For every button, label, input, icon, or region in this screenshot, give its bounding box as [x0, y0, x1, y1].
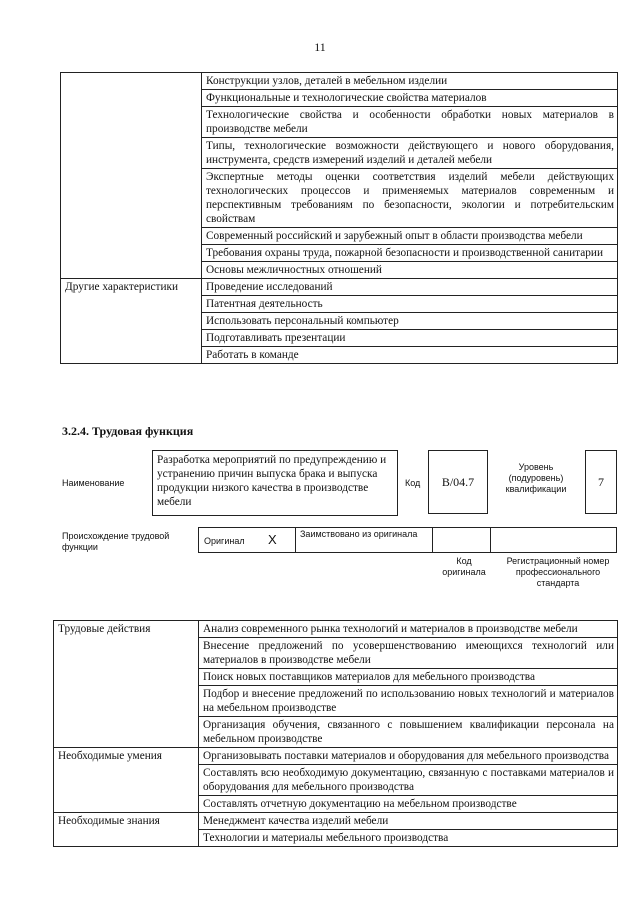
table-cell: Патентная деятельность [202, 296, 618, 313]
original-mark: X [268, 532, 277, 547]
original-label: Оригинал [204, 536, 245, 546]
page-number: 11 [314, 40, 326, 54]
function-details-table [53, 620, 618, 847]
table-cell: Функциональные и технологические свойства материалов [202, 90, 618, 107]
table-cell: Требования охраны труда, пожарной безопасности и производственной санитарии [202, 245, 618, 262]
table-cell: Поиск новых поставщиков материалов для мебельного производства [199, 669, 618, 686]
code-label: Код [405, 478, 421, 488]
reg-number-caption: Регистрационный номер профессионального стандарта [506, 556, 610, 588]
table-cell: Конструкции узлов, деталей в мебельном изделии [202, 73, 618, 90]
name-label: Наименование [62, 478, 125, 488]
origin-divider-2 [432, 527, 433, 553]
table-row [61, 279, 618, 296]
table-cell: Использовать персональный компьютер [202, 313, 618, 330]
level-label: Уровень (подуровень) квалификации [505, 462, 567, 494]
table-cell: Работать в команде [202, 347, 618, 364]
table-cell: Экспертные методы оценки соответствия изделий мебели действующих технологических процессов и применяемых материалов современным и перспективным требованиям по безопасности, экологии и потребительским свойствам [202, 169, 618, 228]
table-row [54, 813, 618, 830]
origin-divider-3 [490, 527, 491, 553]
table-cell: Современный российский и зарубежный опыт в области производства мебели [202, 228, 618, 245]
section-title: 3.2.4. Трудовая функция [62, 424, 194, 438]
function-code-box: B/04.7 [428, 450, 488, 514]
group-label: Необходимые умения [54, 748, 199, 813]
table-cell: Внесение предложений по усовершенствованию имеющихся технологий или материалов в производстве мебели [199, 638, 618, 669]
table-cell: Составлять отчетную документацию на мебельном производстве [199, 796, 618, 813]
table-cell: Подбор и внесение предложений по использованию новых технологий и материалов на мебельном производстве [199, 686, 618, 717]
table-cell: Менеджмент качества изделий мебели [199, 813, 618, 830]
table-cell: Подготавливать презентации [202, 330, 618, 347]
table-row [54, 621, 618, 638]
level-value-box: 7 [585, 450, 617, 514]
origin-label: Происхождение трудовой функции [62, 531, 170, 552]
table-cell: Технологии и материалы мебельного производства [199, 830, 618, 847]
function-name-box: Разработка мероприятий по предупреждению и устранению причин выпуска брака и выпуска продукции низкого качества в производстве мебели [152, 450, 398, 516]
table-cell: Основы межличностных отношений [202, 262, 618, 279]
table-cell: Типы, технологические возможности действующего и нового оборудования, инструмента, средств измерений изделий и деталей мебели [202, 138, 618, 169]
table-cell: Проведение исследований [202, 279, 618, 296]
group-label: Необходимые знания [54, 813, 199, 847]
origin-divider-1 [295, 527, 296, 553]
table-label-empty [61, 73, 202, 279]
knowledge-table [60, 72, 618, 364]
table-cell: Организация обучения, связанного с повышением квалификации персонала на мебельном производстве [199, 717, 618, 748]
table-row [61, 73, 618, 90]
table-cell: Организовывать поставки материалов и оборудования для мебельного производства [199, 748, 618, 765]
table-cell: Анализ современного рынка технологий и материалов в производстве мебели [199, 621, 618, 638]
other-characteristics-label: Другие характеристики [61, 279, 202, 364]
table-cell: Составлять всю необходимую документацию, связанную с поставками материалов и оборудования для мебельного производства [199, 765, 618, 796]
table-cell: Технологические свойства и особенности обработки новых материалов в производстве мебели [202, 107, 618, 138]
group-label: Трудовые действия [54, 621, 199, 748]
origin-code-caption: Код оригинала [442, 556, 486, 577]
borrowed-label: Заимствовано из оригинала [300, 529, 418, 539]
table-row [54, 748, 618, 765]
